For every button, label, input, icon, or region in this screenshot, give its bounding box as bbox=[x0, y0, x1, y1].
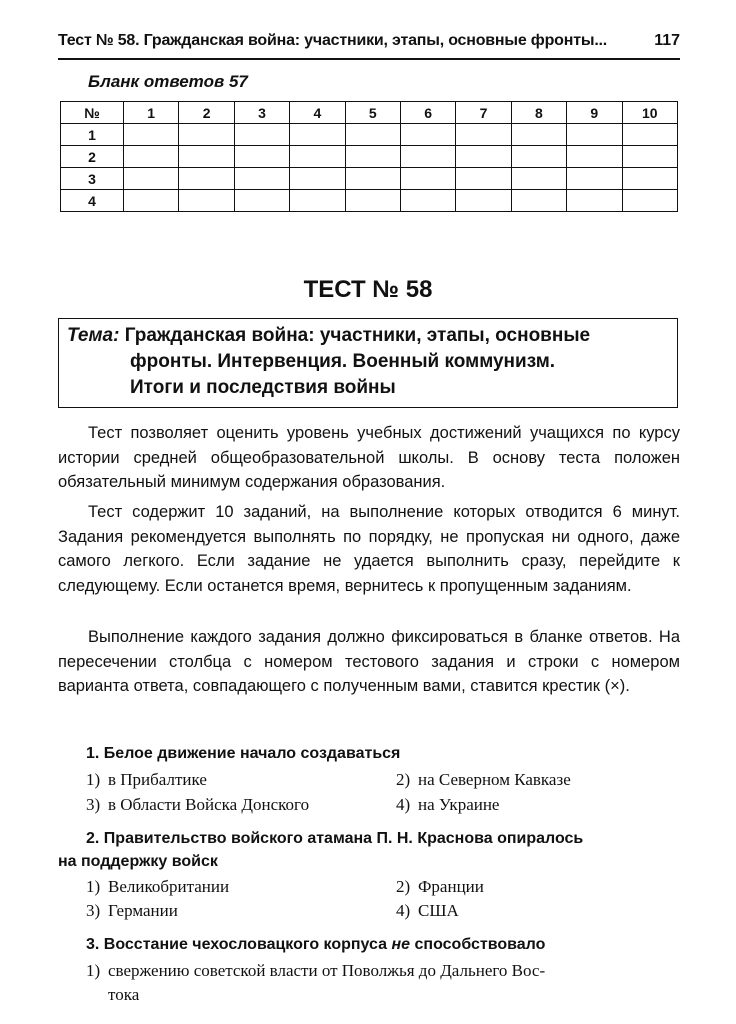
answer-cell[interactable] bbox=[622, 146, 677, 168]
option-number: 4) bbox=[396, 795, 411, 814]
question-2-title-line-1: 2. Правительство войского атамана П. Н. Краснова опиралось bbox=[86, 830, 584, 847]
question-2-option-3[interactable] bbox=[86, 901, 178, 921]
table-row bbox=[61, 190, 678, 212]
theme-box bbox=[58, 318, 678, 408]
answer-cell[interactable] bbox=[456, 190, 511, 212]
answer-cell[interactable] bbox=[511, 146, 566, 168]
answer-sheet-corner: № bbox=[61, 102, 124, 124]
table-row bbox=[61, 124, 678, 146]
answer-cell[interactable] bbox=[567, 190, 622, 212]
question-3-title-emphasis: не bbox=[391, 936, 411, 953]
answer-sheet-table bbox=[60, 101, 678, 212]
column-header: 3 bbox=[234, 102, 289, 124]
answer-sheet-header-row bbox=[61, 102, 678, 124]
running-header bbox=[58, 30, 680, 60]
answer-cell[interactable] bbox=[400, 190, 455, 212]
option-text: США bbox=[418, 901, 459, 920]
option-number: 3) bbox=[86, 901, 101, 920]
answer-cell[interactable] bbox=[179, 146, 234, 168]
column-header: 9 bbox=[567, 102, 622, 124]
answer-cell[interactable] bbox=[290, 124, 345, 146]
option-number: 3) bbox=[86, 795, 101, 814]
answer-sheet-title: Бланк ответов 57 bbox=[88, 72, 248, 91]
theme-text: Гражданская война: участники, этапы, основные bbox=[124, 325, 591, 346]
answer-cell[interactable] bbox=[622, 124, 677, 146]
answer-cell[interactable] bbox=[345, 146, 400, 168]
question-3-option-1-continued: тока bbox=[108, 985, 140, 1004]
answer-cell[interactable] bbox=[622, 190, 677, 212]
column-header: 4 bbox=[290, 102, 345, 124]
answer-cell[interactable] bbox=[456, 146, 511, 168]
answer-cell[interactable] bbox=[511, 168, 566, 190]
answer-cell[interactable] bbox=[179, 168, 234, 190]
answer-cell[interactable] bbox=[234, 190, 289, 212]
theme-line-2: фронты. Интервенция. Военный коммунизм. bbox=[130, 351, 556, 372]
theme-line-1 bbox=[67, 325, 590, 347]
answer-cell[interactable] bbox=[124, 146, 179, 168]
intro-paragraph-3-text: Выполнение каждого задания должно фиксироваться в бланке ответов. На пересечении столбца с номером тестового задания и строки с номером варианта ответа, совпадающего с полученным вами, ставится крестик (×). bbox=[58, 628, 680, 695]
question-1-option-4[interactable] bbox=[396, 795, 499, 815]
row-header: 2 bbox=[61, 146, 124, 168]
question-2-option-1[interactable] bbox=[86, 877, 229, 897]
answer-cell[interactable] bbox=[400, 146, 455, 168]
table-row bbox=[61, 168, 678, 190]
column-header: 8 bbox=[511, 102, 566, 124]
option-text: на Северном Кавказе bbox=[418, 770, 571, 789]
answer-cell[interactable] bbox=[511, 190, 566, 212]
answer-cell[interactable] bbox=[179, 190, 234, 212]
answer-cell[interactable] bbox=[511, 124, 566, 146]
answer-cell[interactable] bbox=[345, 124, 400, 146]
test-title: ТЕСТ № 58 bbox=[303, 276, 433, 303]
answer-cell[interactable] bbox=[400, 168, 455, 190]
answer-cell[interactable] bbox=[345, 190, 400, 212]
answer-cell[interactable] bbox=[124, 190, 179, 212]
intro-paragraph-1 bbox=[58, 421, 680, 495]
option-number: 1) bbox=[86, 770, 101, 789]
option-text: в Области Войска Донского bbox=[108, 795, 310, 814]
column-header: 2 bbox=[179, 102, 234, 124]
column-header: 10 bbox=[622, 102, 677, 124]
answer-cell[interactable] bbox=[456, 168, 511, 190]
answer-cell[interactable] bbox=[400, 124, 455, 146]
intro-paragraph-1-text: Тест позволяет оценить уровень учебных достижений учащихся по курсу истории средней общеобразовательной школы. В основу теста положен обязательный минимум содержания образования. bbox=[58, 424, 680, 491]
answer-cell[interactable] bbox=[234, 146, 289, 168]
running-header-title: Тест № 58. Гражданская война: участники, этапы, основные фронты... bbox=[58, 32, 608, 49]
page-number: 117 bbox=[654, 32, 680, 49]
question-1-option-1[interactable] bbox=[86, 770, 207, 790]
answer-cell[interactable] bbox=[567, 168, 622, 190]
answer-cell[interactable] bbox=[124, 168, 179, 190]
question-3-option-1[interactable] bbox=[86, 961, 545, 981]
option-text: на Украине bbox=[418, 795, 500, 814]
intro-paragraph-2 bbox=[58, 500, 680, 598]
answer-cell[interactable] bbox=[179, 124, 234, 146]
question-3-title-after: способствовало bbox=[414, 936, 546, 953]
answer-cell[interactable] bbox=[290, 146, 345, 168]
option-text: Великобритании bbox=[108, 877, 230, 896]
row-header: 3 bbox=[61, 168, 124, 190]
question-1-option-2[interactable] bbox=[396, 770, 571, 790]
row-header: 4 bbox=[61, 190, 124, 212]
question-2-title-line-2: на поддержку войск bbox=[58, 853, 218, 870]
answer-cell[interactable] bbox=[290, 168, 345, 190]
theme-label: Тема: bbox=[67, 325, 120, 346]
question-3-title bbox=[86, 936, 545, 954]
option-text: Германии bbox=[108, 901, 178, 920]
option-number: 1) bbox=[86, 877, 101, 896]
option-text: Франции bbox=[418, 877, 484, 896]
option-text: свержению советской власти от Поволжья до Дальнего Вос- bbox=[108, 961, 546, 980]
answer-cell[interactable] bbox=[290, 190, 345, 212]
answer-cell[interactable] bbox=[567, 146, 622, 168]
question-1-title: 1. Белое движение начало создаваться bbox=[86, 745, 401, 762]
column-header: 1 bbox=[124, 102, 179, 124]
theme-line-3: Итоги и последствия войны bbox=[130, 377, 396, 398]
answer-cell[interactable] bbox=[456, 124, 511, 146]
column-header: 6 bbox=[400, 102, 455, 124]
question-2-option-4[interactable] bbox=[396, 901, 459, 921]
answer-cell[interactable] bbox=[567, 124, 622, 146]
option-number: 2) bbox=[396, 770, 411, 789]
option-number: 4) bbox=[396, 901, 411, 920]
column-header: 5 bbox=[345, 102, 400, 124]
answer-cell[interactable] bbox=[345, 168, 400, 190]
answer-cell[interactable] bbox=[234, 124, 289, 146]
row-header: 1 bbox=[61, 124, 124, 146]
answer-cell[interactable] bbox=[124, 124, 179, 146]
option-number: 1) bbox=[86, 961, 101, 980]
question-1-option-3[interactable] bbox=[86, 795, 309, 815]
question-2-option-2[interactable] bbox=[396, 877, 484, 897]
answer-cell[interactable] bbox=[234, 168, 289, 190]
option-number: 2) bbox=[396, 877, 411, 896]
option-text: в Прибалтике bbox=[108, 770, 207, 789]
table-row bbox=[61, 146, 678, 168]
answer-cell[interactable] bbox=[622, 168, 677, 190]
intro-paragraph-2-text: Тест содержит 10 заданий, на выполнение которых отводится 6 минут. Задания рекомендуется выполнять по порядку, не пропуская ни одного, даже самого легкого. Если задание не удается выполнить сразу, перейдите к следующему. Если останется время, вернитесь к пропущенным заданиям. bbox=[58, 503, 680, 595]
question-3-title-before: 3. Восстание чехословацкого корпуса bbox=[86, 936, 388, 953]
intro-paragraph-3 bbox=[58, 625, 680, 699]
column-header: 7 bbox=[456, 102, 511, 124]
